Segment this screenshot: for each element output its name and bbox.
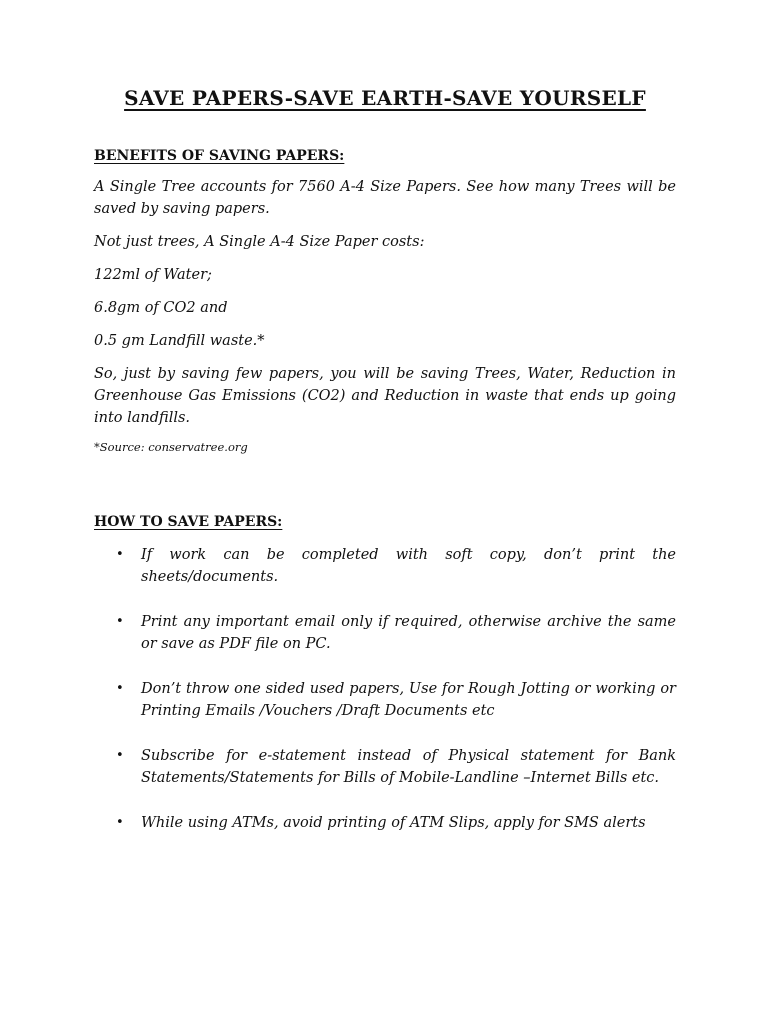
benefits-paragraph: 0.5 gm Landfill waste.* <box>94 333 265 349</box>
document-page <box>94 86 676 857</box>
how-to-heading: HOW TO SAVE PAPERS: <box>94 514 283 530</box>
bullet-icon: • <box>116 614 124 629</box>
document-title: SAVE PAPERS-SAVE EARTH-SAVE YOURSELF <box>124 86 646 110</box>
list-item <box>94 611 676 655</box>
benefits-heading: BENEFITS OF SAVING PAPERS: <box>94 148 345 164</box>
how-to-list <box>94 544 676 834</box>
benefits-paragraph: So, just by saving few papers, you will be saving Trees, Water, Reduction in Greenhouse Gas Emissions (CO2) and Reduction in waste that ends up going into landfills. <box>94 366 676 426</box>
list-item <box>94 544 676 588</box>
list-item <box>94 812 676 834</box>
bullet-icon: • <box>116 748 124 763</box>
source-note: *Source: conservatree.org <box>94 440 248 454</box>
list-item-text: Don’t throw one sided used papers, Use for Rough Jotting or working or Printing Emails /Vouchers /Draft Documents etc <box>141 681 676 719</box>
benefits-paragraph: 6.8gm of CO2 and <box>94 300 228 316</box>
benefits-paragraph: A Single Tree accounts for 7560 A-4 Size Papers. See how many Trees will be saved by saving papers. <box>94 179 676 217</box>
list-item-text: Print any important email only if required, otherwise archive the same or save as PDF file on PC. <box>141 614 676 652</box>
bullet-icon: • <box>116 681 124 696</box>
list-item-text: While using ATMs, avoid printing of ATM Slips, apply for SMS alerts <box>141 815 646 831</box>
benefits-section <box>94 176 676 454</box>
benefits-paragraph: Not just trees, A Single A-4 Size Paper costs: <box>94 234 425 250</box>
list-item <box>94 678 676 722</box>
bullet-icon: • <box>116 815 124 830</box>
benefits-paragraph: 122ml of Water; <box>94 267 212 283</box>
bullet-icon: • <box>116 547 124 562</box>
list-item <box>94 745 676 789</box>
list-item-text: If work can be completed with soft copy, don’t print the sheets/documents. <box>141 547 676 585</box>
list-item-text: Subscribe for e-statement instead of Physical statement for Bank Statements/Statements for Bills of Mobile-Landline –Internet Bills etc. <box>141 748 676 786</box>
